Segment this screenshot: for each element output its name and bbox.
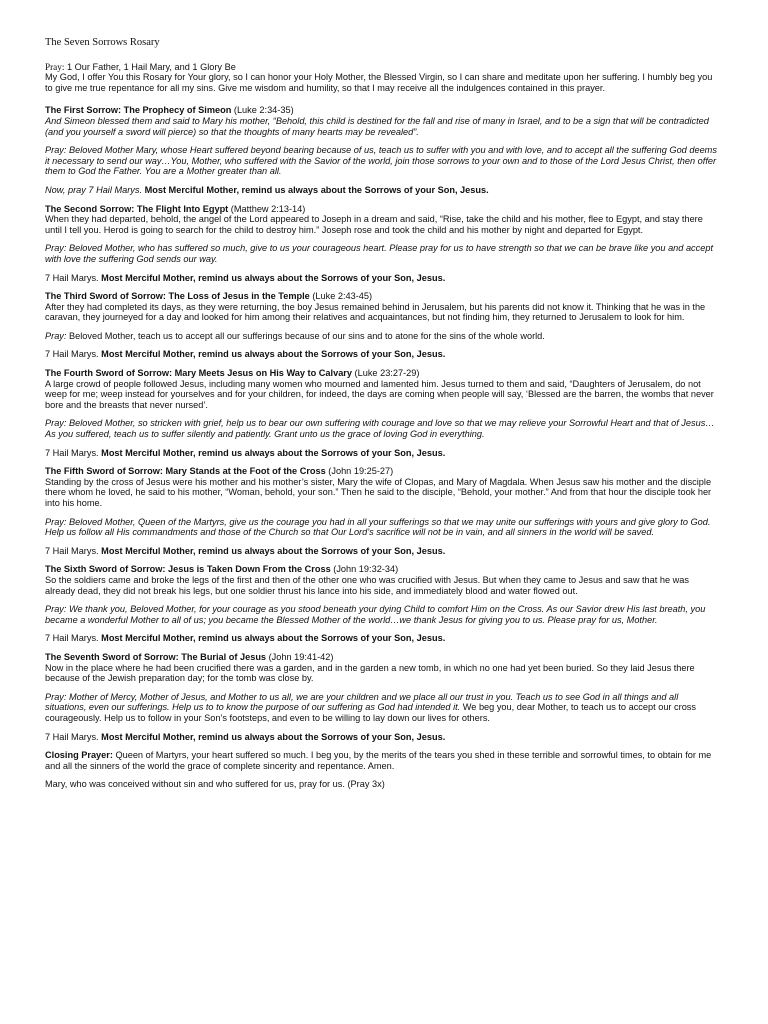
intro-pray-line (45, 62, 717, 73)
sorrow-prayer (45, 517, 717, 538)
sorrow-title: The Fifth Sword of Sorrow: Mary Stands at the Foot of the Cross (45, 466, 326, 477)
sorrow-title: The Third Sword of Sorrow: The Loss of Jesus in the Temple (45, 291, 310, 302)
sorrow-reference: (John 19:41-42) (266, 651, 334, 662)
prayer-text: Mother of Mercy, Mother of Jesus, and Mother to us all, we are your children and we place all our trust in you. Teach us to see God in all things and all situations, even our sufferings. Help us to to know the purpose of our suffering as God had intended it. (45, 691, 679, 713)
sorrow-2 (45, 204, 717, 265)
sorrow-heading (45, 652, 717, 663)
document-title: The Seven Sorrows Rosary (45, 37, 160, 48)
sorrow-title: The Second Sorrow: The Flight Into Egypt (45, 203, 229, 214)
sorrow-heading (45, 564, 717, 575)
pray-label: Pray: (45, 516, 67, 527)
sorrow-prayer (45, 145, 717, 177)
document-page (45, 38, 717, 798)
sorrow-reference: (John 19:32-34) (330, 564, 399, 575)
pray-label: Pray: (45, 330, 67, 341)
intro-text: My God, I offer You this Rosary for Your glory, so I can honor your Holy Mother, the Blessed Virgin, so I can share and meditate upon her suffering. I humbly beg you to give me true repentance for all my sins. Give me wisdom and humility, so that I may receive all the indulgences contained in this prayer. (45, 72, 713, 93)
sorrow-scripture: A large crowd of people followed Jesus, including many women who mourned and lamented him. Jesus turned to them and said, “Daughters of Jerusalem, do not weep for me; weep instead for yourselves and for your children, for indeed, the days are coming when people will say, ‘Blessed are the barren, the wombs that never bore and the breasts that never nursed’. (45, 378, 714, 410)
pray-label: Pray: (45, 691, 67, 702)
refrain-line (45, 273, 717, 284)
prayer-text-plain: We beg you, dear Mother, to teach us to accept our cross courageously. Help us to follow in your Son’s footsteps, and even to be willing to lay down our lives for others. (45, 702, 696, 723)
closing-prayer (45, 750, 717, 771)
refrain-lead: 7 Hail Marys. (45, 545, 99, 556)
sorrow-5 (45, 466, 717, 538)
sorrow-prayer (45, 692, 717, 724)
closing-label: Closing Prayer: (45, 750, 113, 761)
sorrow-reference: (Luke 23:27-29) (352, 368, 420, 379)
intro-pray-text: 1 Our Father, 1 Hail Mary, and 1 Glory Be (64, 61, 236, 72)
sorrow-scripture: And Simeon blessed them and said to Mary his mother, “Behold, this child is destined for the fall and rise of many in Israel, and to be a sign that will be contradicted (and you yourself a sword will pierce) so that the thoughts of many hearts may be revealed”. (45, 115, 709, 137)
sorrow-reference: (Matthew 2:13-14) (228, 203, 306, 214)
closing-section (45, 750, 717, 790)
closing-text: Queen of Martyrs, your heart suffered so much. I beg you, by the merits of the tears you shed in these terrible and sorrowful times, to obtain for me and all the sinners of the world the grace of complete sincerity and repentance. Amen. (45, 750, 712, 771)
sorrow-prayer (45, 604, 717, 625)
sorrow-prayer (45, 331, 717, 342)
sorrow-heading (45, 368, 717, 379)
refrain-lead: Now, pray 7 Hail Marys. (45, 184, 143, 195)
pray-label: Pray: (45, 145, 67, 156)
refrain-lead: 7 Hail Marys. (45, 349, 99, 360)
sorrow-title: The Sixth Sword of Sorrow: Jesus is Taken Down From the Cross (45, 564, 331, 575)
prayer-text: Beloved Mother, so stricken with grief, help us to bear our own suffering with courage and love so that we may relieve your Sorrowful Heart and that of Jesus… As you suffered, teach us to suffer silently and patiently. Grant unto us the grace of loving God in everything. (45, 418, 715, 440)
sorrow-title: The Fourth Sword of Sorrow: Mary Meets Jesus on His Way to Calvary (45, 368, 352, 379)
refrain-text: Most Merciful Mother, remind us always about the Sorrows of your Son, Jesus. (98, 633, 446, 644)
sorrow-title: The First Sorrow: The Prophecy of Simeon (45, 105, 232, 116)
sorrow-heading (45, 466, 717, 477)
sorrow-scripture: Now in the place where he had been crucified there was a garden, and in the garden a new tomb, in which no one had yet been buried. So they laid Jesus there because of the Jewish preparation day; for the tomb was close by. (45, 662, 695, 684)
refrain-text: Most Merciful Mother, remind us always about the Sorrows of your Son, Jesus. (98, 272, 446, 283)
refrain-lead: 7 Hail Marys. (45, 272, 99, 283)
pray-label: Pray: (45, 418, 67, 429)
sorrow-reference: (Luke 2:43-45) (309, 291, 373, 302)
sorrow-heading (45, 204, 717, 215)
refrain-lead: 7 Hail Marys. (45, 633, 99, 644)
refrain-text: Most Merciful Mother, remind us always about the Sorrows of your Son, Jesus. (142, 184, 489, 195)
sorrow-prayer (45, 243, 717, 264)
sorrow-heading (45, 291, 717, 302)
refrain-text: Most Merciful Mother, remind us always about the Sorrows of your Son, Jesus. (98, 349, 446, 360)
intro-section (45, 62, 717, 94)
sorrow-4 (45, 368, 717, 440)
sorrow-3 (45, 291, 717, 341)
prayer-text: Beloved Mother Mary, whose Heart suffered beyond bearing because of us, teach us to suffer with you and with love, and to accept all the suffering God deems it necessary to send our way…You, Mother, who suffered with the Savior of the world, join those sorrows to your own and to those of the Lord Jesus Christ, then offer them to God the Father. You are a Mother greater than all. (45, 145, 717, 177)
refrain-line (45, 732, 717, 743)
refrain-text: Most Merciful Mother, remind us always about the Sorrows of your Son, Jesus. (98, 731, 446, 742)
pray-label: Pray: (45, 604, 67, 615)
sorrow-7 (45, 652, 717, 724)
closing-final-line: Mary, who was conceived without sin and who suffered for us, pray for us. (Pray 3x) (45, 779, 385, 790)
prayer-text: We thank you, Beloved Mother, for your courage as you stood beneath your dying Child to comfort Him on the Cross. As our Savior drew His last breath, you became a wonderful Mother to all of us; you became the Blessed Mother of the world…we thank Jesus for giving you to us. Please pray for us, Mother. (45, 604, 706, 625)
sorrow-prayer (45, 418, 717, 439)
sorrow-1 (45, 105, 717, 177)
refrain-lead: 7 Hail Marys. (45, 731, 99, 742)
sorrow-reference: (John 19:25-27) (325, 466, 394, 477)
refrain-line (45, 546, 717, 557)
sorrow-scripture: So the soldiers came and broke the legs of the first and then of the other one who was crucified with Jesus. But when they came to Jesus and saw that he was already dead, they did not break his legs, but one soldier thrust his lance into his side, and immediately blood and water flowed out. (45, 574, 689, 596)
pray-label: Pray: (45, 243, 67, 254)
sorrow-title: The Seventh Sword of Sorrow: The Burial of Jesus (45, 651, 267, 662)
sorrow-6 (45, 564, 717, 625)
sorrow-heading (45, 105, 717, 116)
sorrow-reference: (Luke 2:34-35) (231, 105, 294, 116)
refrain-line (45, 185, 717, 196)
sorrow-scripture: Standing by the cross of Jesus were his mother and his mother’s sister, Mary the wife of Clopas, and Mary of Magdala. When Jesus saw his mother and the disciple there whom he loved, he said to his mother, “Woman, behold, your son.” Then he said to the disciple, “Behold, your mother.” And from that hour the disciple took her into his home. (45, 476, 712, 508)
sorrow-scripture: After they had completed its days, as they were returning, the boy Jesus remained behind in Jerusalem, but his parents did not know it. Thinking that he was in the caravan, they journeyed for a day and looked for him among their relatives and acquaintances, but not finding him, they returned to Jerusalem to look for him. (45, 301, 706, 323)
intro-pray-label: Pray: (45, 61, 65, 72)
prayer-text: Beloved Mother, teach us to accept all our sufferings because of our sins and to atone for the sins of the whole world. (66, 330, 545, 341)
sorrow-scripture: When they had departed, behold, the angel of the Lord appeared to Joseph in a dream and said, “Rise, take the child and his mother, flee to Egypt, and stay there until I tell you. Herod is going to search for the child to destroy him.” Joseph rose and took the child and his mother by night and departed for Egypt. (45, 214, 703, 235)
refrain-line (45, 633, 717, 644)
prayer-text: Beloved Mother, Queen of the Martyrs, give us the courage you had in all your sufferings so that we may unite our sufferings with yours and give glory to God. Help us follow all His commandments and those of the Church so that Our Lord’s sacrifice will not be in vain, and all sinners in the world will be saved. (45, 516, 711, 538)
refrain-text: Most Merciful Mother, remind us always about the Sorrows of your Son, Jesus. (98, 545, 446, 556)
prayer-text: Beloved Mother, who has suffered so much, give to us your courageous heart. Please pray for us to have strength so that we can be brave like you and accept with love the suffering God sends our way. (45, 243, 714, 264)
refrain-line (45, 448, 717, 459)
refrain-line (45, 349, 717, 360)
refrain-text: Most Merciful Mother, remind us always about the Sorrows of your Son, Jesus. (98, 447, 446, 458)
refrain-lead: 7 Hail Marys. (45, 447, 99, 458)
